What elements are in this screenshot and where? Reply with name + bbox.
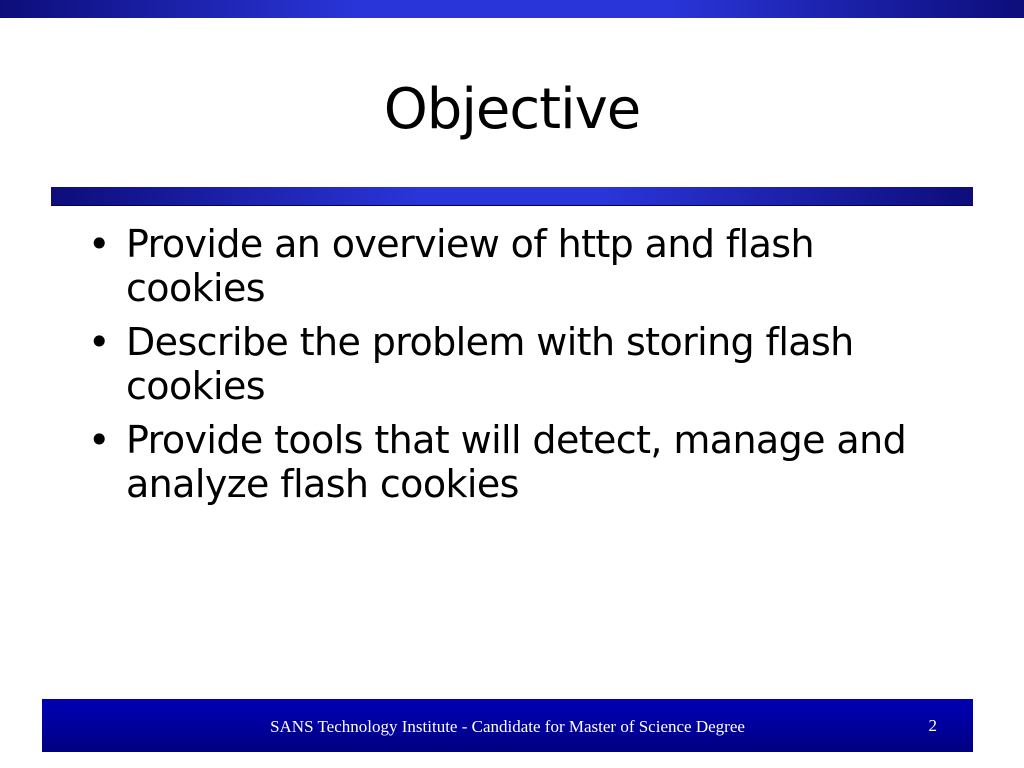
title-divider [51, 187, 973, 205]
slide-title: Objective [383, 77, 641, 142]
page-number: 2 [928, 716, 937, 735]
bullet-icon: • [88, 418, 110, 462]
top-decorative-bar [0, 0, 1024, 18]
bullet-text: Provide an overview of http and flash cookies [126, 222, 814, 310]
bullet-item [88, 222, 948, 310]
footer-text: SANS Technology Institute - Candidate for Master of Science Degree [270, 717, 745, 736]
footer-bar [42, 699, 973, 752]
bullet-icon: • [88, 222, 110, 266]
bullet-text: Provide tools that will detect, manage and analyze flash cookies [126, 418, 907, 506]
bullet-list [88, 222, 948, 516]
bullet-text: Describe the problem with storing flash cookies [126, 320, 854, 408]
bullet-icon: • [88, 320, 110, 364]
bullet-item [88, 320, 948, 408]
bullet-item [88, 418, 948, 506]
